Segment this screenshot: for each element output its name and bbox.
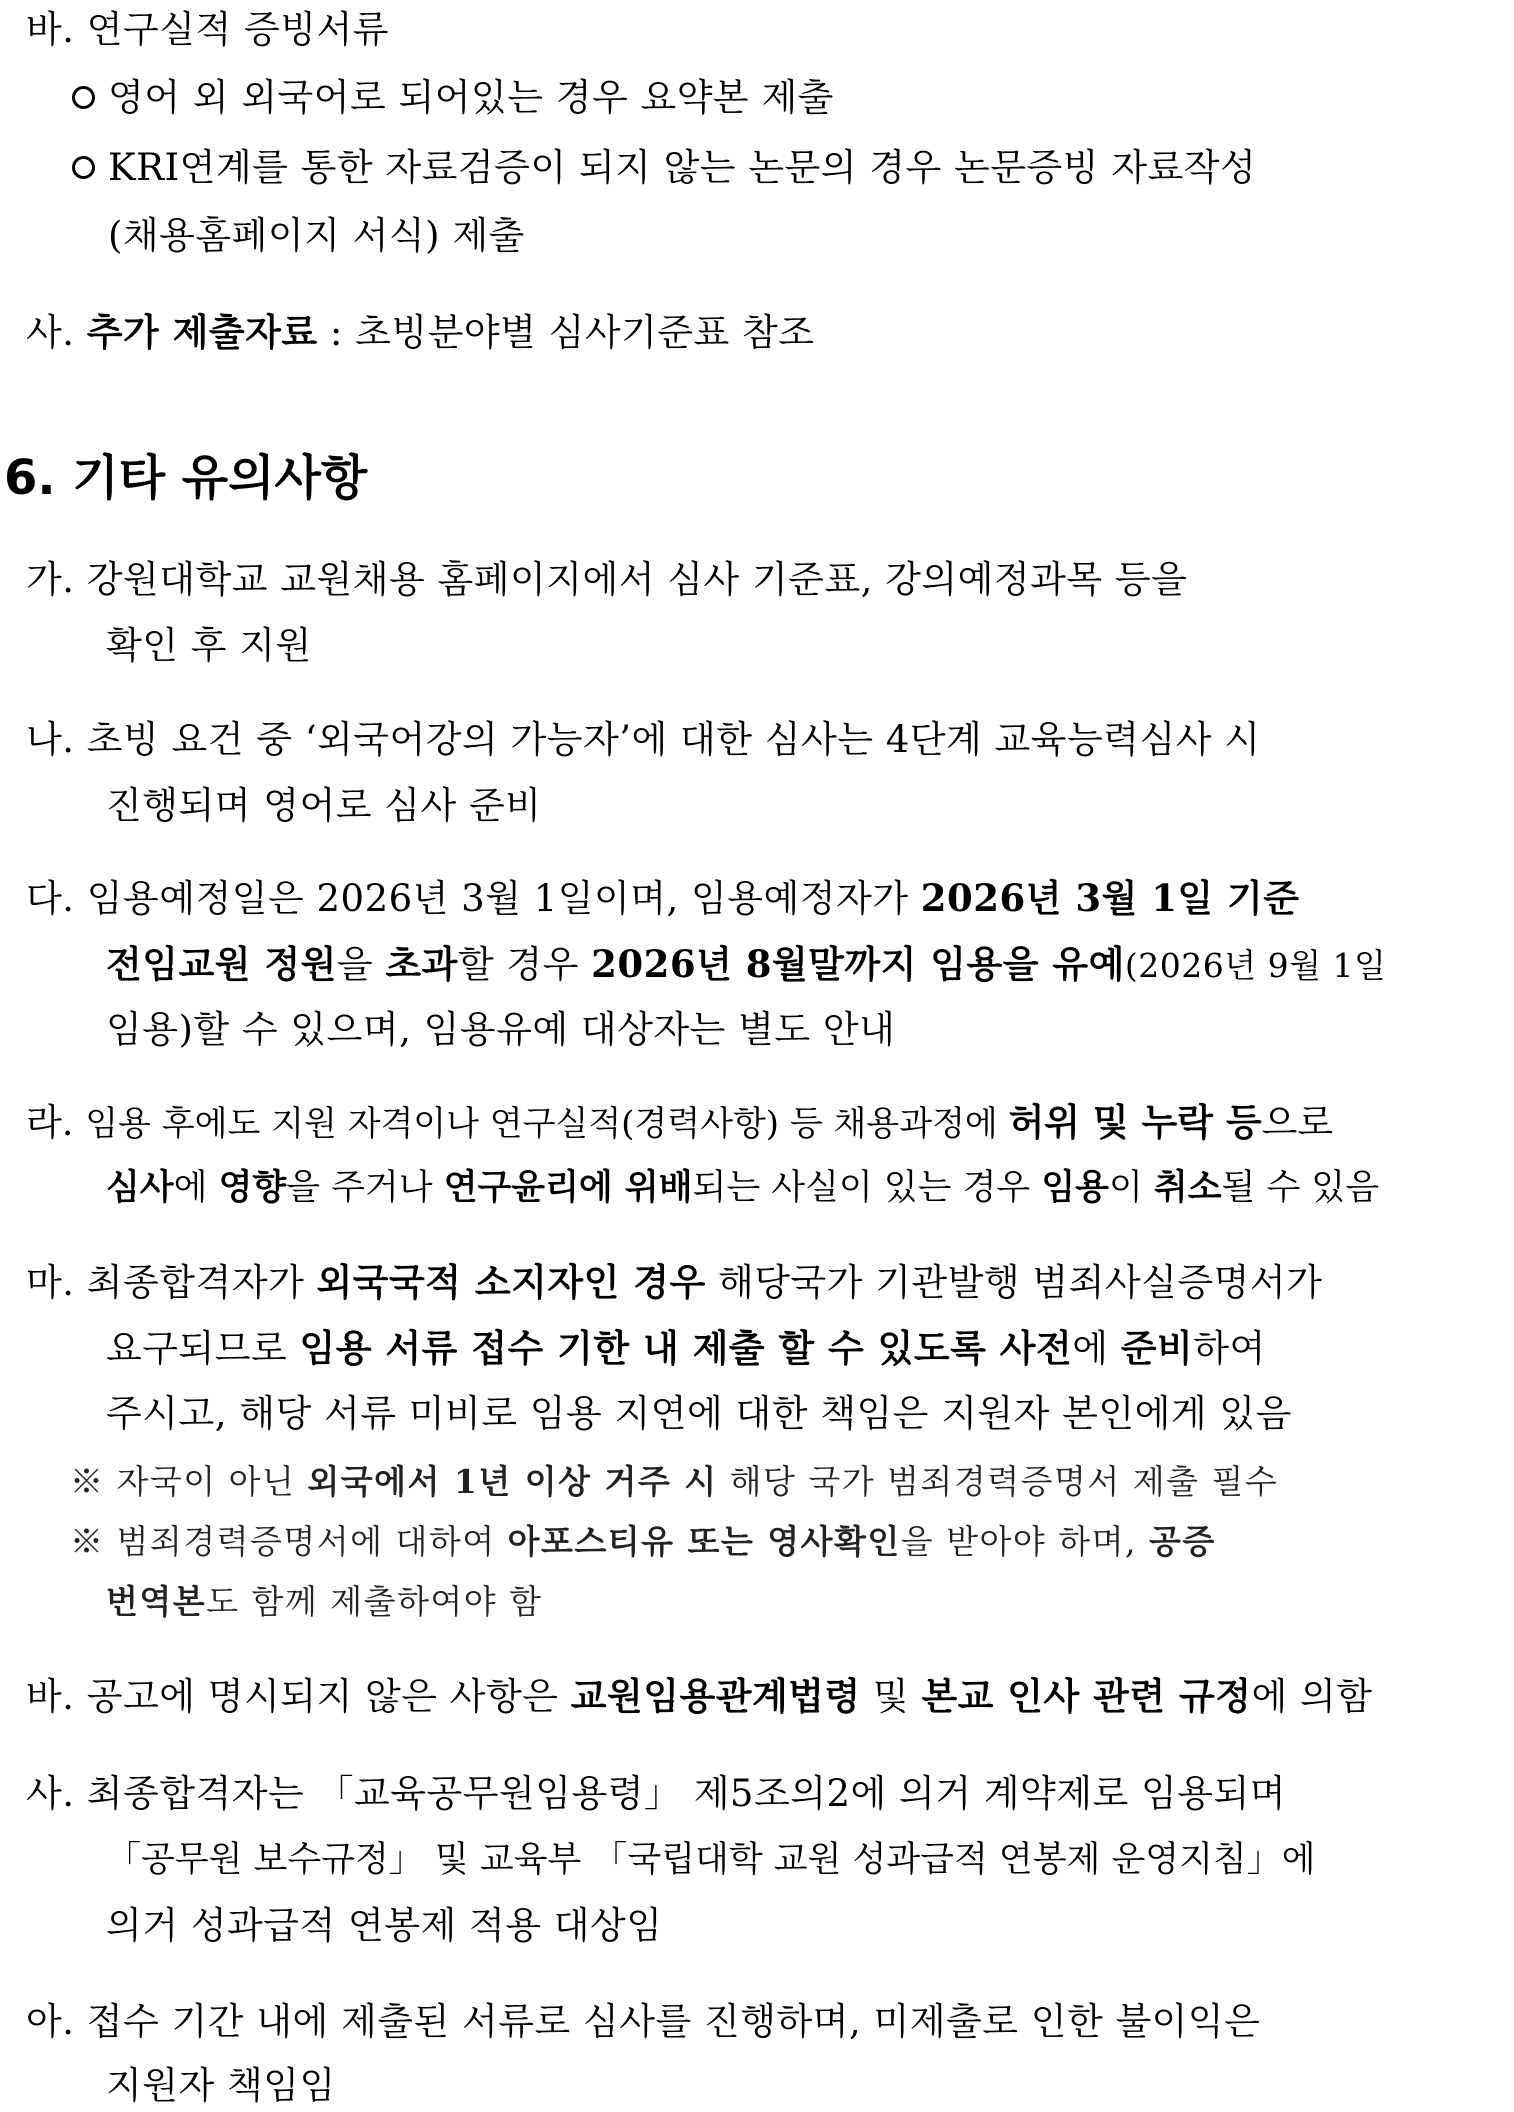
bullet-item-continuation: (채용홈페이지 서식) 제출 <box>108 214 525 257</box>
item-text: 되는 사실이 있는 경우 <box>692 1168 1042 1208</box>
circle-bullet-icon <box>72 86 95 109</box>
note-text: 범죄경력증명서에 대하여 <box>116 1522 508 1561</box>
item-text-bold: 임용 서류 접수 기한 내 제출 할 수 있도록 사전 <box>299 1326 1073 1370</box>
item-text: 하여 <box>1193 1327 1266 1370</box>
section-heading: 6. 기타 유의사항 <box>4 450 368 506</box>
item-marker: 다. <box>26 877 75 920</box>
item-text: 초빙 요건 중 ‘외국어강의 가능자’에 대한 심사는 4단계 교육능력심사 시 <box>86 718 1261 761</box>
sec6-ma-note2 <box>70 1518 1216 1566</box>
item-marker: 라. <box>26 1101 74 1144</box>
item-text: (2026년 9월 1일 <box>1124 946 1387 985</box>
item-text: 에 <box>1072 1327 1121 1370</box>
item-marker: 바. <box>26 8 75 51</box>
item-text-bold: 심사 <box>106 1167 174 1208</box>
item-text-bold: 영향 <box>218 1167 287 1208</box>
item-text-bold: 2026년 8월말까지 임용을 유예 <box>591 942 1125 986</box>
item-text: 에 <box>173 1168 219 1208</box>
item-text-bold: 취소 <box>1153 1167 1222 1208</box>
item-title: 추가 제출자료 <box>86 310 318 354</box>
item-text-bold: 연구윤리에 위배 <box>443 1167 693 1208</box>
item-text: 최종합격자가 <box>86 1261 317 1304</box>
sec6-sa-line3: 의거 성과급적 연봉제 적용 대상임 <box>106 1904 663 1947</box>
item-text: 접수 기간 내에 제출된 서류로 심사를 진행하며, 미제출로 인한 불이익은 <box>86 2000 1261 2043</box>
sec6-ma-note2-cont <box>106 1578 543 1626</box>
reference-mark-icon: ※ <box>70 1462 105 1501</box>
item-marker: 나. <box>26 718 75 761</box>
item-text: 할 경우 <box>457 943 592 986</box>
item-text: 공고에 명시되지 않은 사항은 <box>86 1675 571 1718</box>
item-marker: 사. <box>26 1772 75 1815</box>
item-text-bold: 초과 <box>385 942 458 986</box>
item-marker: 마. <box>26 1261 75 1304</box>
sec6-ba-line <box>26 1672 1373 1721</box>
item-text-bold: 준비 <box>1120 1326 1194 1370</box>
item-text-bold: 본교 인사 관련 규정 <box>921 1674 1252 1718</box>
item-text-bold: 임용 <box>1041 1167 1109 1208</box>
item-marker: 아. <box>26 2000 75 2043</box>
item-text: 및 <box>860 1675 922 1718</box>
note-text-bold: 번역본 <box>106 1582 207 1621</box>
bullet-item: 영어 외 외국어로 되어있는 경우 요약본 제출 <box>108 76 834 119</box>
item-text: 에 의함 <box>1251 1675 1373 1718</box>
item-text: : 초빙분야별 심사기준표 참조 <box>317 311 815 354</box>
sec5-ba-title-line <box>26 6 389 54</box>
sec6-a-line2: 지원자 책임임 <box>106 2064 336 2107</box>
item-text: 최종합격자는 「교육공무원임용령」 제5조의2에 의거 계약제로 임용되며 <box>86 1772 1286 1815</box>
sec6-da-line1 <box>26 874 1300 923</box>
circle-bullet-icon <box>72 156 95 179</box>
item-text: 해당국가 기관발행 범죄사실증명서가 <box>705 1261 1323 1304</box>
item-text: 이 <box>1108 1168 1154 1208</box>
item-title: 연구실적 증빙서류 <box>86 8 389 51</box>
item-text-bold: 전임교원 정원 <box>106 942 337 986</box>
item-text: 을 주거나 <box>286 1168 444 1208</box>
note-text-bold: 공증 <box>1149 1522 1216 1561</box>
item-text: 요구되므로 <box>106 1327 300 1370</box>
sec6-ga-line1 <box>26 556 1187 604</box>
note-text: 해당 국가 범죄경력증명서 제출 필수 <box>717 1462 1279 1501</box>
item-text: 임용 후에도 지원 자격이나 연구실적(경력사항) 등 채용과정에 <box>85 1104 1009 1144</box>
sec5-sa-line <box>26 308 815 357</box>
sec6-ma-line2 <box>106 1324 1266 1373</box>
sec6-sa-line2: 「공무원 보수규정」 및 교육부 「국립대학 교원 성과급적 연봉제 운영지침」에 <box>106 1840 1316 1880</box>
item-text: 될 수 있음 <box>1221 1168 1380 1208</box>
note-text: 을 받아야 하며, <box>900 1522 1150 1561</box>
sec6-na-line1 <box>26 716 1260 764</box>
item-text: 을 <box>336 943 386 986</box>
sec6-na-line2: 진행되며 영어로 심사 준비 <box>106 784 542 827</box>
item-text: 임용예정일은 2026년 3월 1일이며, 임용예정자가 <box>86 877 921 920</box>
note-text: 도 함께 제출하여야 함 <box>206 1582 543 1621</box>
sec6-ma-line3: 주시고, 해당 서류 미비로 임용 지연에 대한 책임은 지원자 본인에게 있음 <box>106 1392 1292 1435</box>
sec6-ra-line2 <box>106 1164 1379 1212</box>
item-text: 으로 <box>1261 1101 1334 1144</box>
sec6-sa-line1 <box>26 1770 1286 1818</box>
item-text: 강원대학교 교원채용 홈페이지에서 심사 기준표, 강의예정과목 등을 <box>86 558 1188 601</box>
sec6-da-line3: 임용)할 수 있으며, 임용유예 대상자는 별도 안내 <box>106 1008 896 1051</box>
bullet-item: KRI연계를 통한 자료검증이 되지 않는 논문의 경우 논문증빙 자료작성 <box>108 146 1257 189</box>
note-text-bold: 아포스티유 또는 영사확인 <box>507 1522 901 1561</box>
sec6-a-line1 <box>26 1998 1260 2046</box>
sec6-da-line2 <box>106 940 1386 990</box>
sec6-ma-line1 <box>26 1258 1322 1307</box>
item-marker: 가. <box>26 558 75 601</box>
note-text-bold: 외국에서 1년 이상 거주 시 <box>307 1462 718 1501</box>
sec6-ga-line2: 확인 후 지원 <box>106 624 312 667</box>
reference-mark-icon: ※ <box>70 1522 105 1561</box>
item-marker: 사. <box>26 311 75 354</box>
note-text: 자국이 아닌 <box>116 1462 308 1501</box>
item-text-bold: 교원임용관계법령 <box>570 1674 861 1718</box>
sec6-ra-line1 <box>26 1098 1333 1148</box>
sec6-ma-note1 <box>70 1458 1278 1506</box>
item-marker: 바. <box>26 1675 75 1718</box>
item-text-bold: 허위 및 누락 등 <box>1008 1100 1262 1144</box>
item-text-bold: 2026년 3월 1일 기준 <box>920 876 1300 920</box>
item-text-bold: 외국국적 소지자인 경우 <box>316 1260 706 1304</box>
